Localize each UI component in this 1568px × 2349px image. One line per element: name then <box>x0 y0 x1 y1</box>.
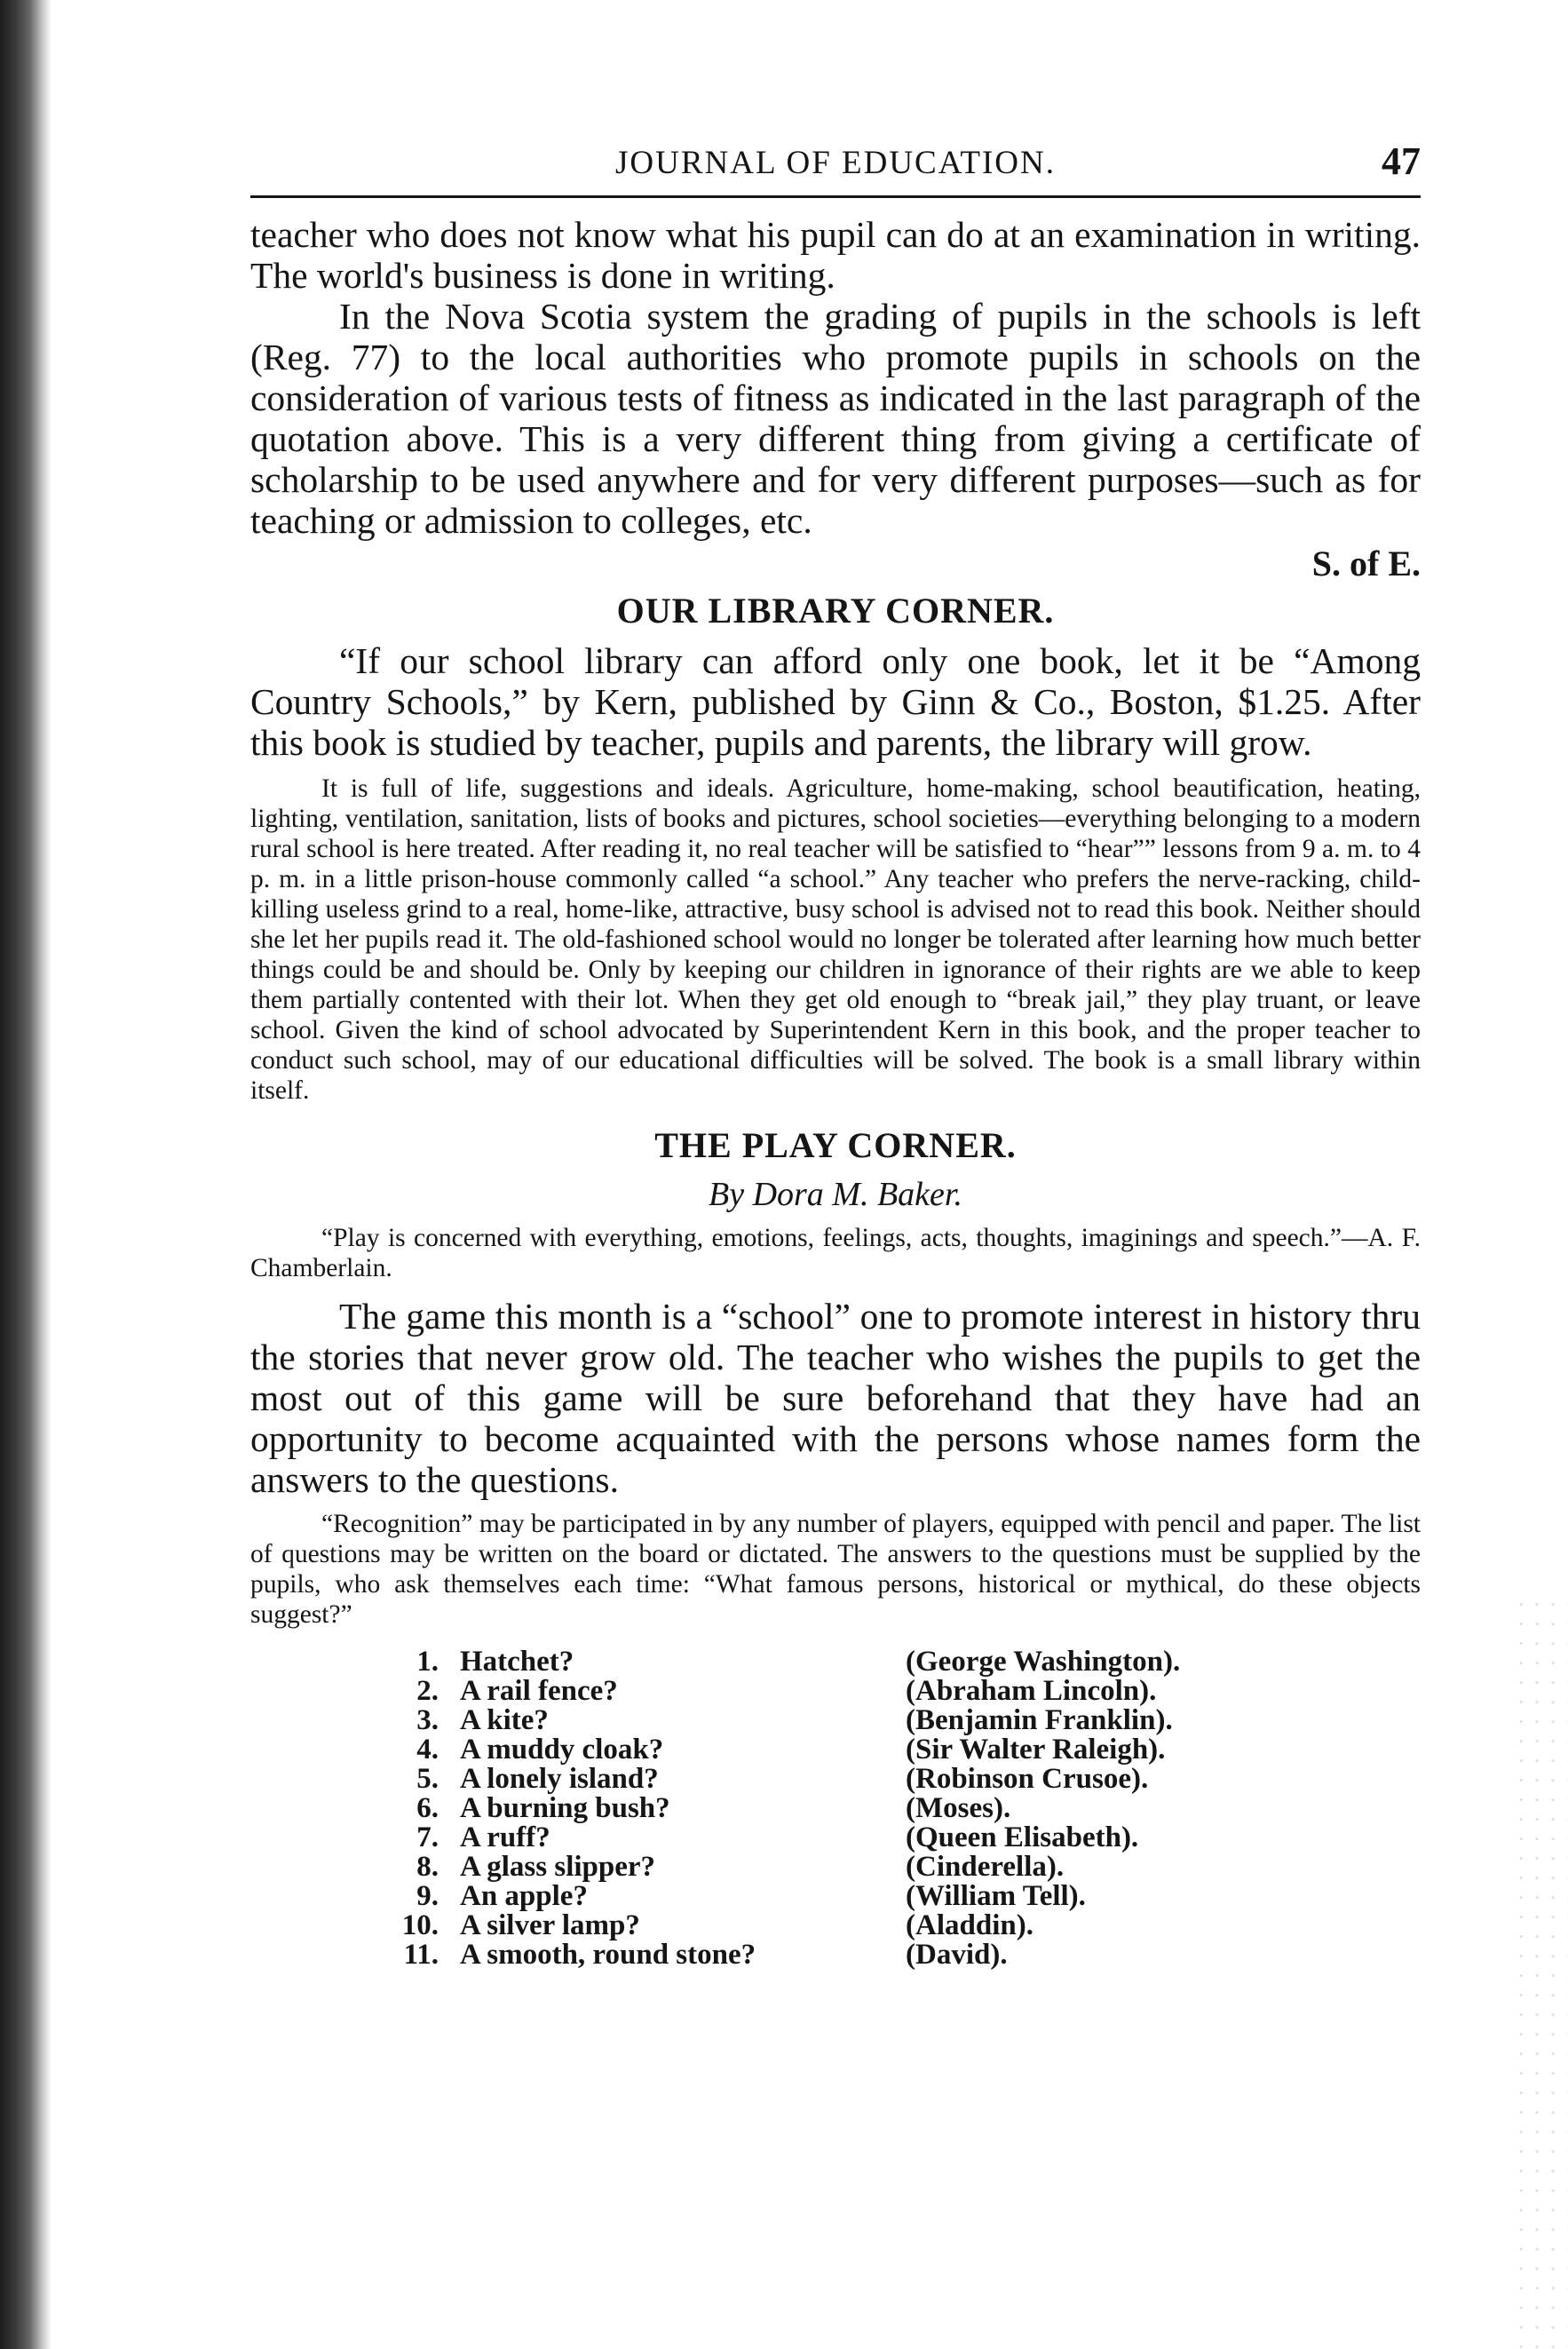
question-text: A burning bush? <box>460 1792 670 1824</box>
game-rules-paragraph: “Recognition” may be participated in by any number of players, equipped with pencil and paper. The list of questions may be written on the board or dictated. The answers to the questions must be supplied by the pupils, who ask themselves each time: “What famous persons, historical or mythical, do these objects suggest?” <box>250 1510 1421 1629</box>
author-byline: By Dora M. Baker. <box>709 1176 962 1213</box>
journal-title: JOURNAL OF EDUCATION. <box>615 145 1056 181</box>
question-number: 1. <box>416 1646 439 1678</box>
section-heading: OUR LIBRARY CORNER. <box>616 591 1055 631</box>
list-item <box>250 1792 1421 1824</box>
list-item <box>250 1763 1421 1795</box>
question-text: An apple? <box>460 1880 588 1912</box>
list-item <box>250 1909 1421 1939</box>
list-item <box>250 1821 1421 1851</box>
question-text: A muddy cloak? <box>460 1734 664 1766</box>
question-number: 8. <box>416 1851 439 1883</box>
library-lead-paragraph: “If our school library can afford only one book, let it be “Among Country Schools,” by Kern, published by Ginn & Co., Boston, $1.25. After this book is studied by teacher, pupils and parents, the library will grow. <box>250 640 1421 763</box>
question-number: 2. <box>416 1675 439 1707</box>
question-number: 11. <box>403 1939 439 1971</box>
list-item <box>250 1646 1421 1678</box>
question-number: 3. <box>416 1704 439 1736</box>
intro-section <box>250 214 1421 585</box>
answer-text: (Sir Walter Raleigh). <box>906 1734 1166 1766</box>
list-item <box>250 1939 1421 1971</box>
list-item <box>250 1704 1421 1734</box>
list-item <box>250 1675 1421 1707</box>
library-lead-wrap <box>250 640 1421 763</box>
answer-text: (David). <box>906 1939 1008 1971</box>
library-body-paragraph: It is full of life, suggestions and ideals. Agriculture, home-making, school beautification, heating, lighting, ventilation, sanitation, lists of books and pictures, school societies—everything belonging to a modern rural school is here treated. After reading it, no real teacher will be satisfied to “hear”” lessons from 9 a. m. to 4 p. m. in a little prison-house commonly called “a school.” Any teacher who prefers the nerve-racking, child-killing useless grind to a real, home-like, attractive, busy school is advised not to read this book. Neither should she let her pupils read it. The old-fashioned school would no longer be tolerated after learning how much better things could be and should be. Only by keeping our children in ignorance of their rights are we able to keep them partially contented with their lot. When they get old enough to “break jail,” they play truant, or leave school. Given the kind of school advocated by Superintendent Kern in this book, and the proper teacher to conduct such school, may of our educational difficulties will be solved. The book is a small library within itself. <box>250 774 1421 1105</box>
question-number: 10. <box>401 1909 439 1941</box>
page-number: 47 <box>1382 139 1421 183</box>
answer-text: (George Washington). <box>906 1646 1181 1678</box>
list-item <box>250 1880 1421 1912</box>
epigraph-quote: “Play is concerned with everything, emotions, feelings, acts, thoughts, imaginings and speech.”—A. F. Chamberlain. <box>250 1224 1421 1282</box>
intro-paragraph: In the Nova Scotia system the grading of pupils in the schools is left (Reg. 77) to the local authorities who promote pupils in schools on the consideration of various tests of fitness as indicated in the last paragraph of the quotation above. This is a very different thing from giving a certificate of scholarship to be used anywhere and for very different purposes—such as for teaching or admission to colleges, etc. <box>250 296 1421 541</box>
answer-text: (Benjamin Franklin). <box>906 1704 1173 1736</box>
section-heading: THE PLAY CORNER. <box>654 1125 1017 1165</box>
answer-text: (Robinson Crusoe). <box>906 1763 1149 1795</box>
question-text: A rail fence? <box>460 1675 618 1707</box>
page-binding-edge <box>0 0 51 2349</box>
header-rule <box>250 195 1421 198</box>
play-corner-section <box>250 1125 1421 1971</box>
answer-text: (Aladdin). <box>906 1909 1033 1941</box>
question-number: 9. <box>416 1880 439 1912</box>
answer-text: (Cinderella). <box>906 1851 1065 1883</box>
question-text: A silver lamp? <box>460 1909 640 1941</box>
play-lead-paragraph: The game this month is a “school” one to promote interest in history thru the stories that never grow old. The teacher who wishes the pupils to get the most out of this game will be sure beforehand that they have had an opportunity to become acquainted with the persons whose names form the answers to the questions. <box>250 1296 1421 1500</box>
question-number: 7. <box>416 1821 439 1853</box>
answer-text: (Queen Elisabeth). <box>906 1821 1139 1853</box>
library-corner-section <box>250 591 1421 1106</box>
play-lead-wrap <box>250 1296 1421 1500</box>
running-head <box>250 124 1421 186</box>
question-text: A ruff? <box>460 1821 550 1853</box>
question-text: A lonely island? <box>460 1763 659 1795</box>
journal-page <box>250 124 1421 1971</box>
question-text: A kite? <box>460 1704 549 1736</box>
question-number: 6. <box>416 1792 439 1824</box>
list-item <box>250 1734 1421 1766</box>
answer-text: (Abraham Lincoln). <box>906 1675 1157 1707</box>
answer-text: (William Tell). <box>906 1880 1086 1912</box>
intro-paragraph: teacher who does not know what his pupil can do at an examination in writing. The world's business is done in writing. <box>250 214 1421 296</box>
recognition-question-list <box>250 1646 1421 1971</box>
list-item <box>250 1851 1421 1883</box>
question-number: 5. <box>416 1763 439 1795</box>
answer-text: (Moses). <box>906 1792 1011 1824</box>
question-number: 4. <box>416 1734 439 1766</box>
question-text: A smooth, round stone? <box>460 1939 756 1971</box>
question-text: A glass slipper? <box>460 1851 656 1883</box>
article-signature: S. of E. <box>1311 544 1421 583</box>
question-text: Hatchet? <box>460 1646 574 1678</box>
page-scan-specks <box>1515 1599 1568 2349</box>
